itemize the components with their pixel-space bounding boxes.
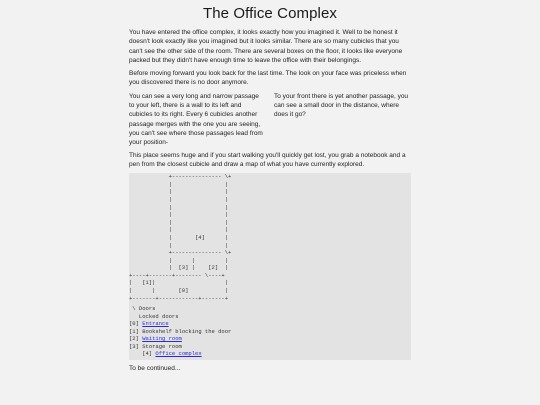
legend-item: \ Doors xyxy=(129,305,156,313)
page-title: The Office Complex xyxy=(202,5,338,22)
legend-item: Locked doors xyxy=(138,312,179,320)
waiting-room-link[interactable]: Waiting room xyxy=(142,335,182,343)
ascii-map: +--------------- \+ | | | | | | | | | | | | | | | [4] | | | +--------------- \+ | | | | [3] | [2] | +----+-------+-------- \----+ | [1]| | | | [0] | +-------+------------+-------+ xyxy=(129,173,232,302)
legend-item: [4] Office complex xyxy=(129,350,202,358)
legend-item: [1] Bookshelf blocking the door xyxy=(129,327,232,335)
entrance-link[interactable]: Entrance xyxy=(142,320,169,328)
look-back-paragraph: Before moving forward you look back for the last time. The look on your face was priceless when you discovered there is no door anymore. xyxy=(129,70,407,87)
front-passage-paragraph: To your front there is yet another passage, you can see a small door in the distance, where does it go? xyxy=(274,92,409,119)
office-complex-link[interactable]: Office complex xyxy=(155,350,202,358)
two-column-section xyxy=(129,92,411,148)
legend-item: [2] Waiting room xyxy=(129,335,182,343)
map-intro-paragraph: This place seems huge and if you start walking you'll quickly get lost, you grab a notebook and a pen from the closest cubicle and draw a map of what you have currently explored. xyxy=(129,151,406,168)
map-block xyxy=(129,173,411,360)
ending-text: To be continued... xyxy=(129,364,181,372)
intro-paragraph: You have entered the office complex, it looks exactly how you imagined it. Well to be honest it doesn't look exactly like you imagined but it looks similar. There are so many cubicles that you can't see the other side of the room. There are several boxes on the floor, it looks like everyone packed but they didn't have enough time to leave the office with their belongings. xyxy=(129,29,403,64)
legend-item: [0] Entrance xyxy=(129,320,169,328)
map-legend xyxy=(129,302,411,358)
legend-item: [3] Storage room xyxy=(129,342,182,350)
left-passage-paragraph: You can see a very long and narrow passage to your left, there is a wall to its left and cubicles to its right. Every 6 cubicles another passage merges with the one you are seeing, you can't see where those passages lead from your position- xyxy=(129,92,263,147)
page xyxy=(129,0,411,373)
